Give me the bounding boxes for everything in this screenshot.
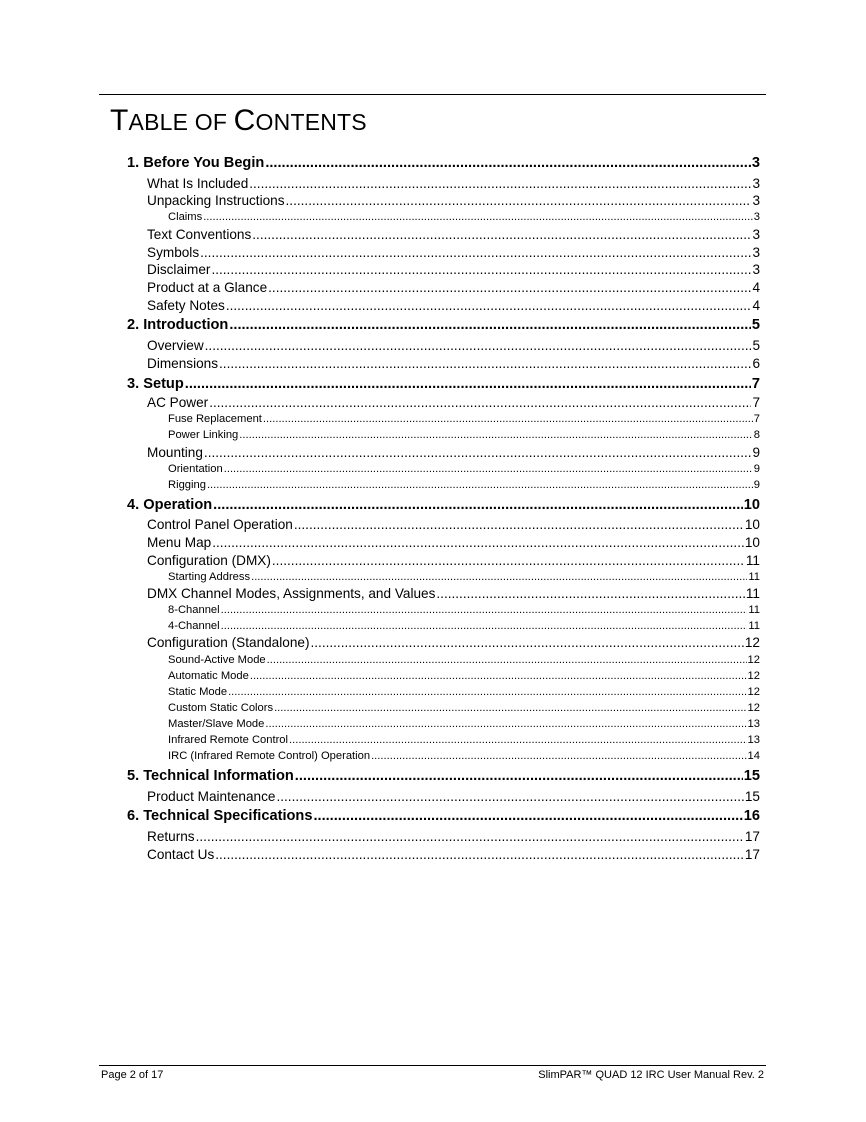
toc-page-number: 3 [752, 245, 760, 260]
toc-entry[interactable] [147, 355, 760, 373]
toc-page-number: 5 [752, 338, 760, 353]
toc-entry[interactable] [147, 516, 760, 534]
toc-dot-leader [263, 411, 753, 427]
toc-page-number: 11 [748, 620, 760, 632]
toc-dot-leader [203, 209, 753, 225]
toc-page-number: 10 [743, 497, 760, 513]
toc-entry-title: Contact Us [147, 847, 215, 862]
toc-dot-leader [228, 684, 746, 700]
toc-page-number: 3 [752, 262, 760, 277]
toc-page-number: 17 [744, 847, 760, 862]
toc-page-number: 11 [748, 604, 760, 616]
toc-entry-title: Claims [168, 211, 203, 223]
toc-dot-leader [204, 444, 752, 462]
toc-entry[interactable] [127, 315, 760, 335]
title-rest-1: ABLE OF [128, 109, 234, 135]
toc-page-number: 11 [745, 553, 760, 568]
toc-entry-title: 8-Channel [168, 604, 220, 616]
toc-entry[interactable] [147, 261, 760, 279]
toc-entry[interactable] [168, 668, 760, 684]
toc-entry-title: Rigging [168, 479, 206, 491]
toc-dot-leader [436, 585, 744, 603]
toc-page-number: 9 [753, 479, 760, 491]
toc-dot-leader [294, 516, 744, 534]
toc-entry-title: Mounting [147, 445, 203, 460]
toc-entry-title: Power Linking [168, 429, 239, 441]
toc-entry[interactable] [168, 427, 760, 443]
toc-entry-title: DMX Channel Modes, Assignments, and Values [147, 586, 436, 601]
toc-dot-leader [252, 226, 751, 244]
toc-entry[interactable] [168, 461, 760, 477]
toc-dot-leader [265, 153, 751, 173]
toc-dot-leader [249, 175, 751, 193]
toc-entry-title: Overview [147, 338, 204, 353]
toc-entry-title: Unpacking Instructions [147, 193, 285, 208]
toc-dot-leader [224, 461, 753, 477]
toc-page-number: 15 [743, 768, 760, 784]
footer-rule [99, 1065, 766, 1066]
toc-entry[interactable] [147, 444, 760, 462]
toc-entry-title: Product Maintenance [147, 789, 276, 804]
toc-entry-title: 4. Operation [127, 497, 213, 513]
toc-entry-title: Control Panel Operation [147, 517, 293, 532]
toc-entry[interactable] [147, 244, 760, 262]
toc-page-number: 7 [752, 395, 760, 410]
toc-dot-leader [265, 716, 746, 732]
toc-dot-leader [251, 569, 747, 585]
toc-entry[interactable] [168, 569, 760, 585]
toc-entry-title: Disclaimer [147, 262, 211, 277]
toc-page-number: 16 [743, 808, 760, 824]
toc-page-number: 12 [747, 670, 760, 682]
toc-entry-title: Static Mode [168, 686, 228, 698]
toc-dot-leader [207, 477, 753, 493]
toc-dot-leader [295, 766, 743, 786]
toc-entry-title: Text Conventions [147, 227, 252, 242]
toc-entry-title: Dimensions [147, 356, 219, 371]
footer-document-title: SlimPAR™ QUAD 12 IRC User Manual Rev. 2 [538, 1069, 764, 1081]
toc-entry[interactable] [168, 716, 760, 732]
toc-dot-leader [276, 788, 743, 806]
toc-entry-title: Symbols [147, 245, 200, 260]
toc-entry[interactable] [147, 788, 760, 806]
toc-dot-leader [226, 297, 752, 315]
toc-entry-title: Configuration (Standalone) [147, 635, 310, 650]
toc-entry[interactable] [147, 634, 760, 652]
toc-page-number: 13 [747, 718, 760, 730]
toc-dot-leader [250, 668, 747, 684]
toc-entry-title: 2. Introduction [127, 317, 229, 333]
toc-entry[interactable] [127, 766, 760, 786]
toc-dot-leader [205, 337, 752, 355]
toc-entry[interactable] [147, 226, 760, 244]
toc-dot-leader [211, 261, 751, 279]
toc-page-number: 12 [747, 702, 760, 714]
toc-dot-leader [212, 534, 744, 552]
toc-entry[interactable] [147, 552, 760, 570]
toc-page-number: 17 [744, 829, 760, 844]
toc-page-number: 8 [753, 429, 760, 441]
toc-page-number: 11 [745, 586, 760, 601]
toc-dot-leader [267, 652, 747, 668]
toc-dot-leader [221, 602, 748, 618]
toc-page-number: 9 [752, 445, 760, 460]
toc-dot-leader [196, 828, 744, 846]
toc-dot-leader [213, 495, 743, 515]
toc-dot-leader [274, 700, 746, 716]
title-cap-2: C [233, 104, 256, 137]
toc-entry[interactable] [147, 585, 760, 603]
toc-entry[interactable] [127, 374, 760, 394]
toc-entry-title: Master/Slave Mode [168, 718, 265, 730]
toc-page-number: 15 [744, 789, 760, 804]
toc-entry-title: Menu Map [147, 535, 212, 550]
toc-page-number: 5 [751, 317, 760, 333]
toc-page-number: 6 [752, 356, 760, 371]
toc-entry[interactable] [127, 806, 760, 826]
toc-page-number: 3 [752, 176, 760, 191]
toc-entry-title: Product at a Glance [147, 280, 268, 295]
toc-page-number: 7 [753, 413, 760, 425]
footer-page-number: Page 2 of 17 [101, 1069, 164, 1081]
toc-page-number: 12 [747, 686, 760, 698]
toc-entry-title: Automatic Mode [168, 670, 249, 682]
toc-entry[interactable] [147, 828, 760, 846]
toc-entry-title: 6. Technical Specifications [127, 808, 313, 824]
toc-entry-title: Fuse Replacement [168, 413, 262, 425]
toc-dot-leader [310, 634, 743, 652]
toc-entry-title: Starting Address [168, 571, 251, 583]
toc-page-number: 4 [752, 280, 760, 295]
toc-entry-title: Sound-Active Mode [168, 654, 266, 666]
toc-dot-leader [221, 618, 748, 634]
toc-entry[interactable] [127, 495, 760, 515]
toc-page-number: 9 [753, 463, 760, 475]
toc-entry[interactable] [147, 279, 760, 297]
toc-entry[interactable] [168, 411, 760, 427]
toc-dot-leader [239, 427, 752, 443]
toc-entry-title: AC Power [147, 395, 209, 410]
toc-page-number: 7 [751, 376, 760, 392]
toc-dot-leader [289, 732, 747, 748]
toc-entry-title: 5. Technical Information [127, 768, 294, 784]
toc-page-number: 14 [747, 750, 760, 762]
toc-entry-title: 3. Setup [127, 376, 184, 392]
toc-dot-leader [272, 552, 745, 570]
toc-entry[interactable] [147, 337, 760, 355]
toc-entry-title: Orientation [168, 463, 223, 475]
toc-entry[interactable] [147, 846, 760, 864]
toc-entry[interactable] [147, 394, 760, 412]
toc-entry-title: Safety Notes [147, 298, 225, 313]
toc-entry[interactable] [168, 602, 760, 618]
toc-page-number: 13 [747, 734, 760, 746]
toc-entry-title: 4-Channel [168, 620, 220, 632]
toc-entry[interactable] [168, 209, 760, 225]
toc-entry-title: Returns [147, 829, 195, 844]
toc-dot-leader [371, 748, 746, 764]
toc-dot-leader [209, 394, 751, 412]
toc-page-number: 3 [752, 227, 760, 242]
toc-page-number: 3 [753, 211, 760, 223]
toc-entry[interactable] [168, 732, 760, 748]
toc-entry[interactable] [168, 684, 760, 700]
toc-dot-leader [200, 244, 751, 262]
toc-page-number: 12 [747, 654, 760, 666]
toc-dot-leader [219, 355, 751, 373]
toc-page-number: 4 [752, 298, 760, 313]
toc-entry-title: Custom Static Colors [168, 702, 274, 714]
toc-entry[interactable] [168, 618, 760, 634]
toc-entry-title: Infrared Remote Control [168, 734, 289, 746]
toc-dot-leader [185, 374, 751, 394]
toc-page-number: 11 [748, 571, 760, 583]
toc-entry-title: What Is Included [147, 176, 249, 191]
title-cap-1: T [110, 104, 129, 137]
toc-page-number: 3 [752, 193, 760, 208]
toc-dot-leader [286, 192, 752, 210]
toc-dot-leader [313, 806, 742, 826]
toc-page-number: 3 [751, 155, 760, 171]
toc-page-number: 10 [744, 535, 760, 550]
toc-entry-title: Configuration (DMX) [147, 553, 271, 568]
toc-entry[interactable] [168, 748, 760, 764]
toc-entry[interactable] [147, 192, 760, 210]
toc-entry[interactable] [127, 153, 760, 173]
toc-page-number: 10 [744, 517, 760, 532]
toc-entry[interactable] [168, 652, 760, 668]
toc-entry-title: IRC (Infrared Remote Control) Operation [168, 750, 371, 762]
toc-entry[interactable] [147, 534, 760, 552]
toc-entry[interactable] [147, 175, 760, 193]
toc-page-number: 12 [744, 635, 760, 650]
toc-entry-title: 1. Before You Begin [127, 155, 265, 171]
title-rest-2: ONTENTS [255, 109, 367, 135]
toc-dot-leader [268, 279, 751, 297]
toc-entry[interactable] [147, 297, 760, 315]
toc-dot-leader [215, 846, 744, 864]
toc-entry[interactable] [168, 477, 760, 493]
toc-dot-leader [229, 315, 751, 335]
toc-entry[interactable] [168, 700, 760, 716]
